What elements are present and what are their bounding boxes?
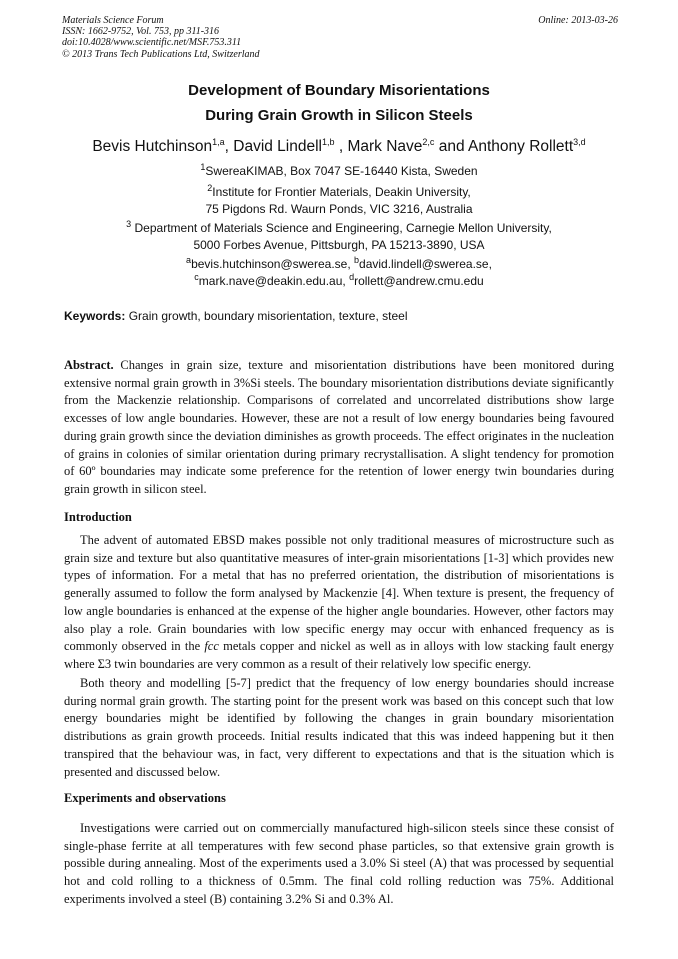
intro-paragraph-1: [64, 532, 614, 674]
abstract-label: Abstract.: [64, 358, 114, 372]
email-link[interactable]: rollett@andrew.cmu.edu: [354, 273, 484, 288]
intro-paragraph-2: Both theory and modelling [5-7] predict that the frequency of low energy boundaries should increase during normal grain growth. The starting point for the present work was based on this concept such that low energy boundaries might be identified by following the changes in grain boundary misorientation distributions as grain growth proceeds. Initial results indicated that this was indeed happening but it then transpired that the behaviour was, in fact, very different to expectations and that is the situation which is presented and discussed below.: [64, 676, 614, 779]
author-separator: ,: [224, 138, 234, 155]
affiliation-text: Institute for Frontier Materials, Deakin University,: [212, 185, 471, 199]
email-block: [0, 256, 678, 289]
email-sup: d: [349, 271, 355, 282]
experiments-paragraph-1: Investigations were carried out on commercially manufactured high-silicon steels since these consist of single-phase ferrite at all temperatures with few second phase particles, so that extensive grain growth is possible during annealing. Most of the experiments used a 3.0% Si steel (A) that was processed by sequential hot and cold rolling to a thickness of 0.5mm. The final cold rolling reduction was 75%. Additional experiments involved a steel (B) containing 3.2% Si and 0.3% Al.: [64, 821, 614, 906]
section-heading-experiments: Experiments and observations: [64, 791, 226, 805]
online-date: Online: 2013-03-26: [538, 15, 618, 26]
section-heading-introduction: Introduction: [64, 510, 132, 524]
copyright-line: © 2013 Trans Tech Publications Ltd, Switzerland: [62, 48, 260, 60]
affiliation-3: [0, 220, 678, 253]
author-sup: 2,c: [422, 136, 435, 147]
affiliation-text: Department of Materials Science and Engineering, Carnegie Mellon University,: [131, 221, 552, 235]
email-sup: b: [354, 255, 360, 265]
author-separator: and: [434, 138, 469, 155]
doi-line: doi:10.4028/www.scientific.net/MSF.753.311: [62, 37, 242, 49]
intro-text: The advent of automated EBSD makes possible not only traditional measures of microstructure such as grain size and texture but also quantitative measures of inter-grain misorientations [1-3] which provides new types of information. For a metal that has no preferred orientation, the distribution of misorientations is generally assumed to follow the form analysed by Mackenzie [4]. When texture is present, the frequency of low angle boundaries is enhanced at the expense of the higher angle boundaries. However, other factors may also play a role. Grain boundaries with low specific energy may occur with enhanced frequency as is commonly observed in the: [64, 533, 614, 654]
email-link[interactable]: bevis.hutchinson@swerea.se,: [191, 257, 354, 271]
affiliation-text: 5000 Forbes Avenue, Pittsburgh, PA 15213-3890, USA: [193, 237, 485, 252]
intro-italic-term: fcc: [204, 639, 219, 654]
email-link[interactable]: mark.nave@deakin.edu.au,: [198, 273, 350, 288]
affiliation-sup: 3: [126, 219, 132, 229]
author-separator: ,: [334, 138, 348, 155]
email-link[interactable]: david.lindell@swerea.se,: [359, 257, 492, 271]
keywords-label: Keywords:: [64, 309, 126, 323]
author-name: David Lindell: [233, 138, 322, 155]
keywords: [64, 309, 408, 323]
author-sup: 3,d: [573, 136, 586, 147]
paper-title-line-2: During Grain Growth in Silicon Steels: [205, 107, 473, 124]
abstract-text: Changes in grain size, texture and misorientation distributions have been monitored during extensive normal grain growth in 3%Si steels. The boundary misorientation distributions deviate significantly from the Mackenzie relationship. Comparisons of correlated and uncorrelated distributions show large excesses of low angle boundaries. However, these are not a result of low energy boundaries being favoured during grain growth since the deviation diminishes as growth proceeds. The effect originates in the nucleation of grains in colonies of similar orientation during primary recrystallisation. A slight tendency for promotion of 60º boundaries may indicate some preference for the retention of lower energy twin boundaries during grain growth in silicon steel.: [64, 358, 614, 496]
journal-header: [62, 15, 618, 60]
journal-name: Materials Science Forum: [62, 15, 164, 26]
keywords-text: Grain growth, boundary misorientation, texture, steel: [125, 309, 408, 323]
author-sup: 1,a: [212, 136, 225, 147]
author-name: Mark Nave: [347, 138, 423, 155]
email-sup: a: [186, 255, 192, 265]
paper-title-line-1: Development of Boundary Misorientations: [188, 82, 490, 99]
email-sup: c: [194, 271, 199, 282]
author-name: Anthony Rollett: [468, 138, 574, 155]
author-list: [0, 138, 678, 156]
affiliation-text: 75 Pigdons Rd. Waurn Ponds, VIC 3216, Australia: [205, 201, 473, 216]
issn-line: ISSN: 1662-9752, Vol. 753, pp 311-316: [62, 26, 220, 38]
affiliation-1: [0, 163, 678, 180]
intro-text: metals copper and nickel as well as in alloys with low stacking fault energy where Σ3 twin boundaries are very common as a result of their relatively low specific energy.: [64, 639, 614, 671]
abstract-paragraph: [64, 357, 614, 499]
author-name: Bevis Hutchinson: [92, 138, 213, 155]
affiliation-sup: 1: [200, 162, 206, 172]
affiliation-text: SwereaKIMAB, Box 7047 SE-16440 Kista, Sweden: [205, 164, 478, 178]
affiliation-sup: 2: [207, 183, 213, 193]
author-sup: 1,b: [322, 136, 335, 147]
affiliation-2: [0, 184, 678, 217]
